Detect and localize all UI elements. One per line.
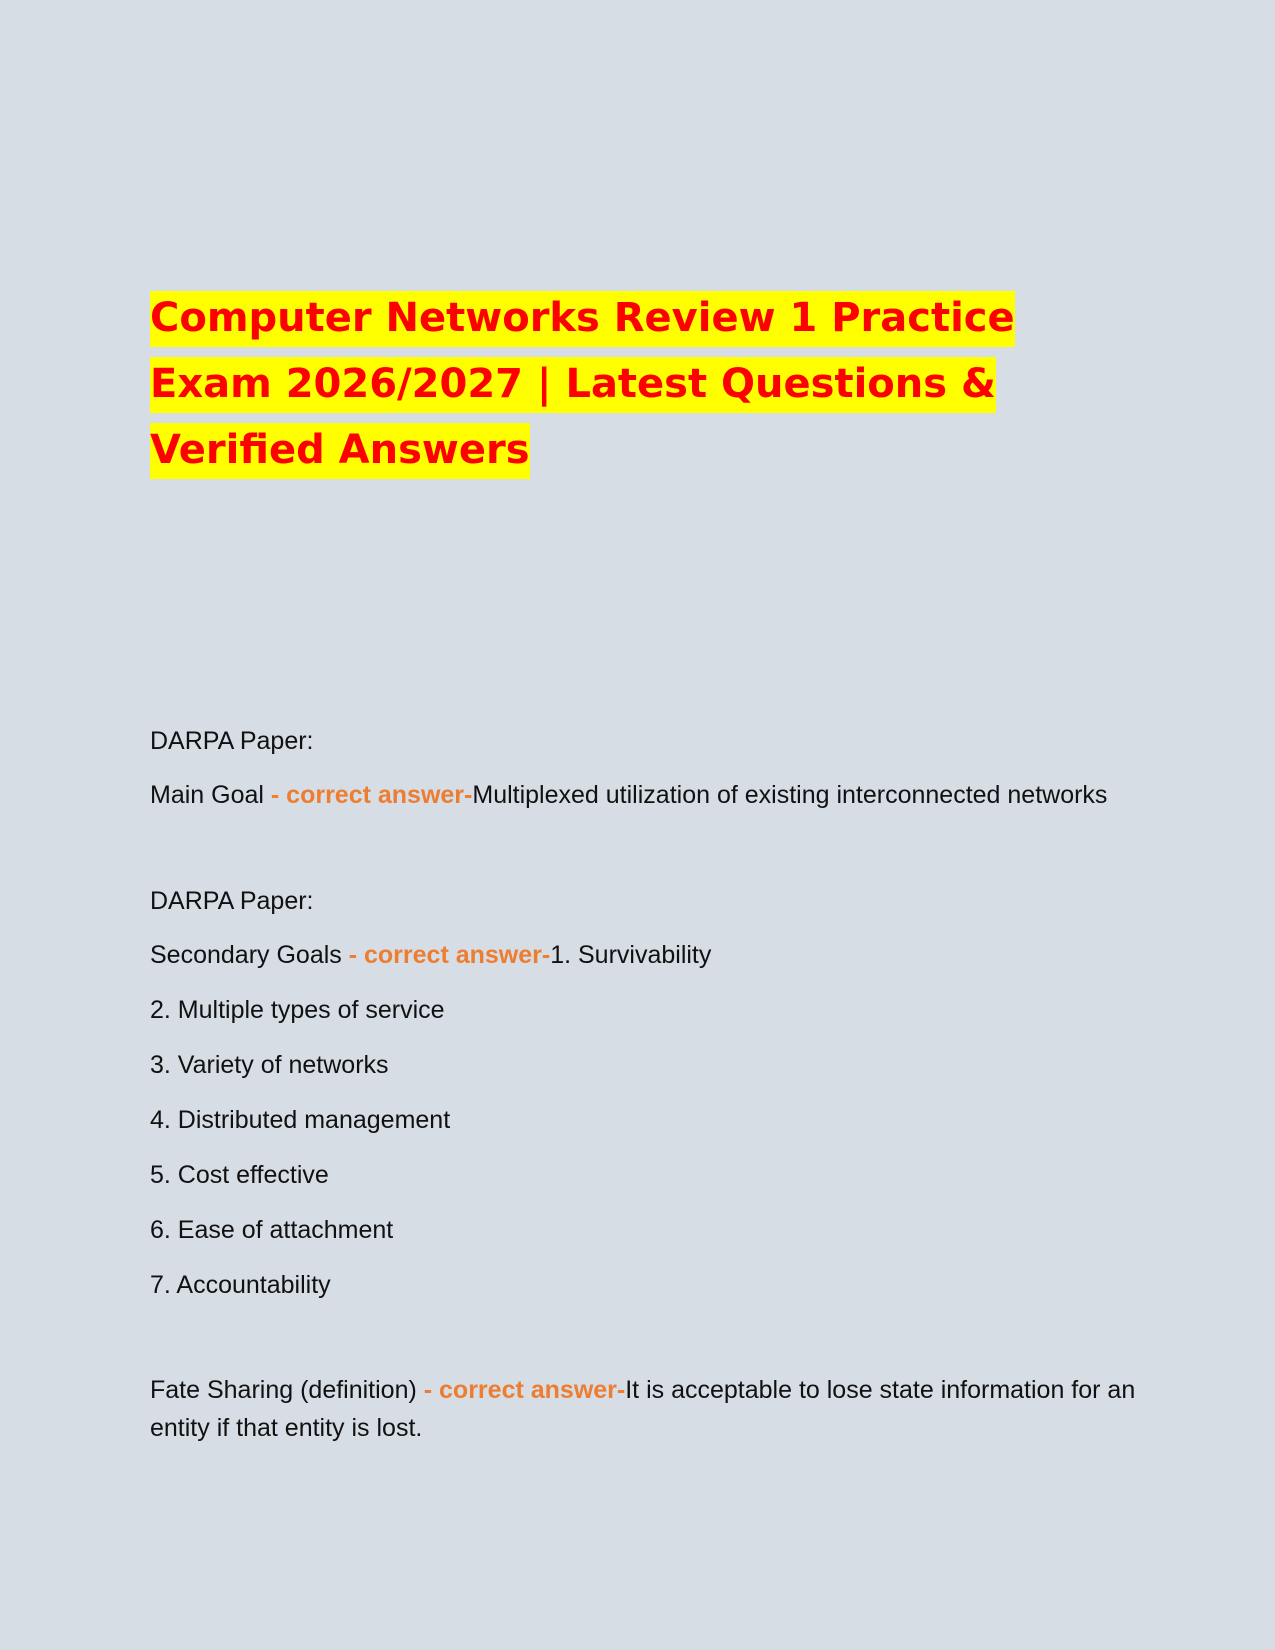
document-page: [150, 285, 1140, 483]
goal-list-item: 3. Variety of networks: [150, 1051, 389, 1079]
title-highlight: Computer Networks Review 1 Practice Exam 2026/2027 | Latest Questions & Verified Answers: [150, 291, 1015, 479]
goal-list-item: 2. Multiple types of service: [150, 996, 445, 1024]
entry-answer: Multiplexed utilization of existing interconnected networks: [472, 781, 1108, 809]
correct-answer-label: - correct answer-: [263, 781, 473, 809]
qa-entries: [150, 722, 1140, 1463]
goal-list-item: 7. Accountability: [150, 1271, 331, 1299]
entry-term: Fate Sharing (definition): [150, 1376, 417, 1404]
goal-list-item: 4. Distributed management: [150, 1106, 451, 1134]
correct-answer-label: - correct answer-: [341, 941, 551, 969]
correct-answer-label: - correct answer-: [416, 1376, 626, 1404]
qa-entry-secondary-goals: [150, 882, 1140, 1304]
entry-body: [150, 936, 1140, 974]
entry-spacer: [150, 830, 1140, 882]
entry-term: Secondary Goals: [150, 941, 342, 969]
goal-list-item: 6. Ease of attachment: [150, 1216, 394, 1244]
entry-body: [150, 776, 1140, 814]
qa-entry-fate-sharing: [150, 1371, 1140, 1447]
entry-body: [150, 1371, 1140, 1447]
entry-answer: It is acceptable to lose state information for an entity if that entity is lost.: [150, 1376, 1136, 1442]
goal-list-item: 5. Cost effective: [150, 1161, 329, 1189]
document-title: [150, 285, 1140, 483]
entry-heading: DARPA Paper:: [150, 727, 314, 755]
entry-heading: DARPA Paper:: [150, 887, 314, 915]
entry-answer: 1. Survivability: [550, 941, 712, 969]
entry-term: Main Goal: [150, 781, 264, 809]
qa-entry-main-goal: [150, 722, 1140, 814]
entry-spacer: [150, 1321, 1140, 1371]
